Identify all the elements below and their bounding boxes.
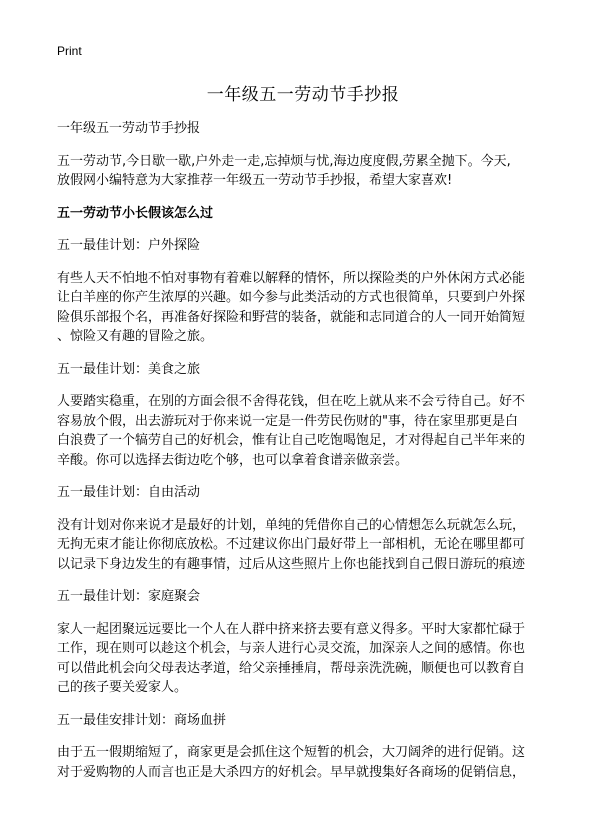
paragraph-line: 让白羊座的你产生浓厚的兴趣。如今参与此类活动的方式也很简单，只要到户外探 bbox=[57, 290, 526, 305]
paragraph-line: 家人一起团聚远远要比一个人在人群中挤来挤去要有意义得多。平时大家都忙碌于 bbox=[57, 621, 526, 637]
plan-paragraph-outdoor bbox=[57, 269, 549, 347]
plan-label-food: 五一最佳计划：美食之旅 bbox=[57, 361, 201, 377]
plan-paragraph-shopping bbox=[57, 743, 549, 782]
plan-label-family: 五一最佳计划：家庭聚会 bbox=[57, 589, 201, 604]
paragraph-line: 有些人天不怕地不怕对事物有着难以解释的情怀，所以探险类的户外休闲方式必能 bbox=[57, 270, 526, 286]
paragraph-line: 由于五一假期缩短了，商家更是会抓住这个短暂的机会，大刀阔斧的进行促销。这 bbox=[57, 745, 526, 760]
plan-label-free: 五一最佳计划：自由活动 bbox=[57, 485, 201, 500]
paragraph-line: 没有计划对你来说才是最好的计划，单纯的凭借你自己的心情想怎么玩就怎么玩， bbox=[57, 517, 526, 533]
plan-label-outdoor: 五一最佳计划：户外探险 bbox=[57, 238, 201, 253]
paragraph-line: 辛酸。你可以选择去街边吃个够，也可以拿着食谱亲做亲尝。 bbox=[57, 452, 409, 468]
paragraph-line: 对于爱购物的人而言也正是大杀四方的好机会。早早就搜集好各商场的促销信息， bbox=[57, 764, 526, 780]
paragraph-line: 己的孩子要关爱家人。 bbox=[57, 680, 188, 695]
plan-paragraph-free bbox=[57, 516, 549, 575]
plan-paragraph-family bbox=[57, 620, 549, 698]
intro-line: 五一劳动节,今日歇一歇,户外走一走,忘掉烦与忧,海边度度假,劳累全抛下。今天, bbox=[57, 153, 511, 169]
paragraph-line: 险俱乐部报个名，再准备好探险和野营的装备，就能和志同道合的人一同开始简短 bbox=[57, 309, 526, 325]
page-title: 一年级五一劳动节手抄报 bbox=[206, 85, 400, 105]
paragraph-line: 人要踏实稳重，在别的方面会很不舍得花钱，但在吃上就从来不会亏待自己。好不 bbox=[57, 394, 526, 409]
print-link[interactable]: Print bbox=[57, 44, 82, 58]
plan-paragraph-food bbox=[57, 392, 549, 470]
paragraph-line: 、惊险又有趣的冒险之旅。 bbox=[57, 329, 214, 344]
document-subtitle: 一年级五一劳动节手抄报 bbox=[57, 121, 201, 136]
paragraph-line: 以记录下身边发生的有趣事情，过后从这些照片上你也能找到自己假日游玩的痕迹 bbox=[57, 556, 526, 572]
document-body bbox=[57, 119, 549, 795]
section-heading: 五一劳动节小长假该怎么过 bbox=[57, 205, 214, 221]
paragraph-line: 容易放个假，出去游玩对于你来说一定是一件劳民伤财的"事，待在家里那更是白 bbox=[57, 413, 518, 429]
plan-label-shopping: 五一最佳安排计划：商场血拼 bbox=[57, 712, 227, 728]
paragraph-line: 白浪费了一个犒劳自己的好机会，惟有让自己吃饱喝饱足，才对得起自己半年来的 bbox=[57, 433, 526, 448]
paragraph-line: 无拘无束才能让你彻底放松。不过建议你出门最好带上一部相机，无论在哪里都可 bbox=[57, 537, 526, 552]
paragraph-line: 工作，现在则可以趁这个机会，与亲人进行心灵交流，加深亲人之间的感情。你也 bbox=[57, 641, 526, 656]
paragraph-line: 可以借此机会向父母表达孝道，给父亲捶捶肩，帮母亲洗洗碗，顺便也可以教育自 bbox=[57, 660, 526, 676]
intro-paragraph bbox=[57, 152, 549, 191]
intro-line: 放假网小编特意为大家推荐一年级五一劳动节手抄报，希望大家喜欢! bbox=[57, 173, 453, 188]
